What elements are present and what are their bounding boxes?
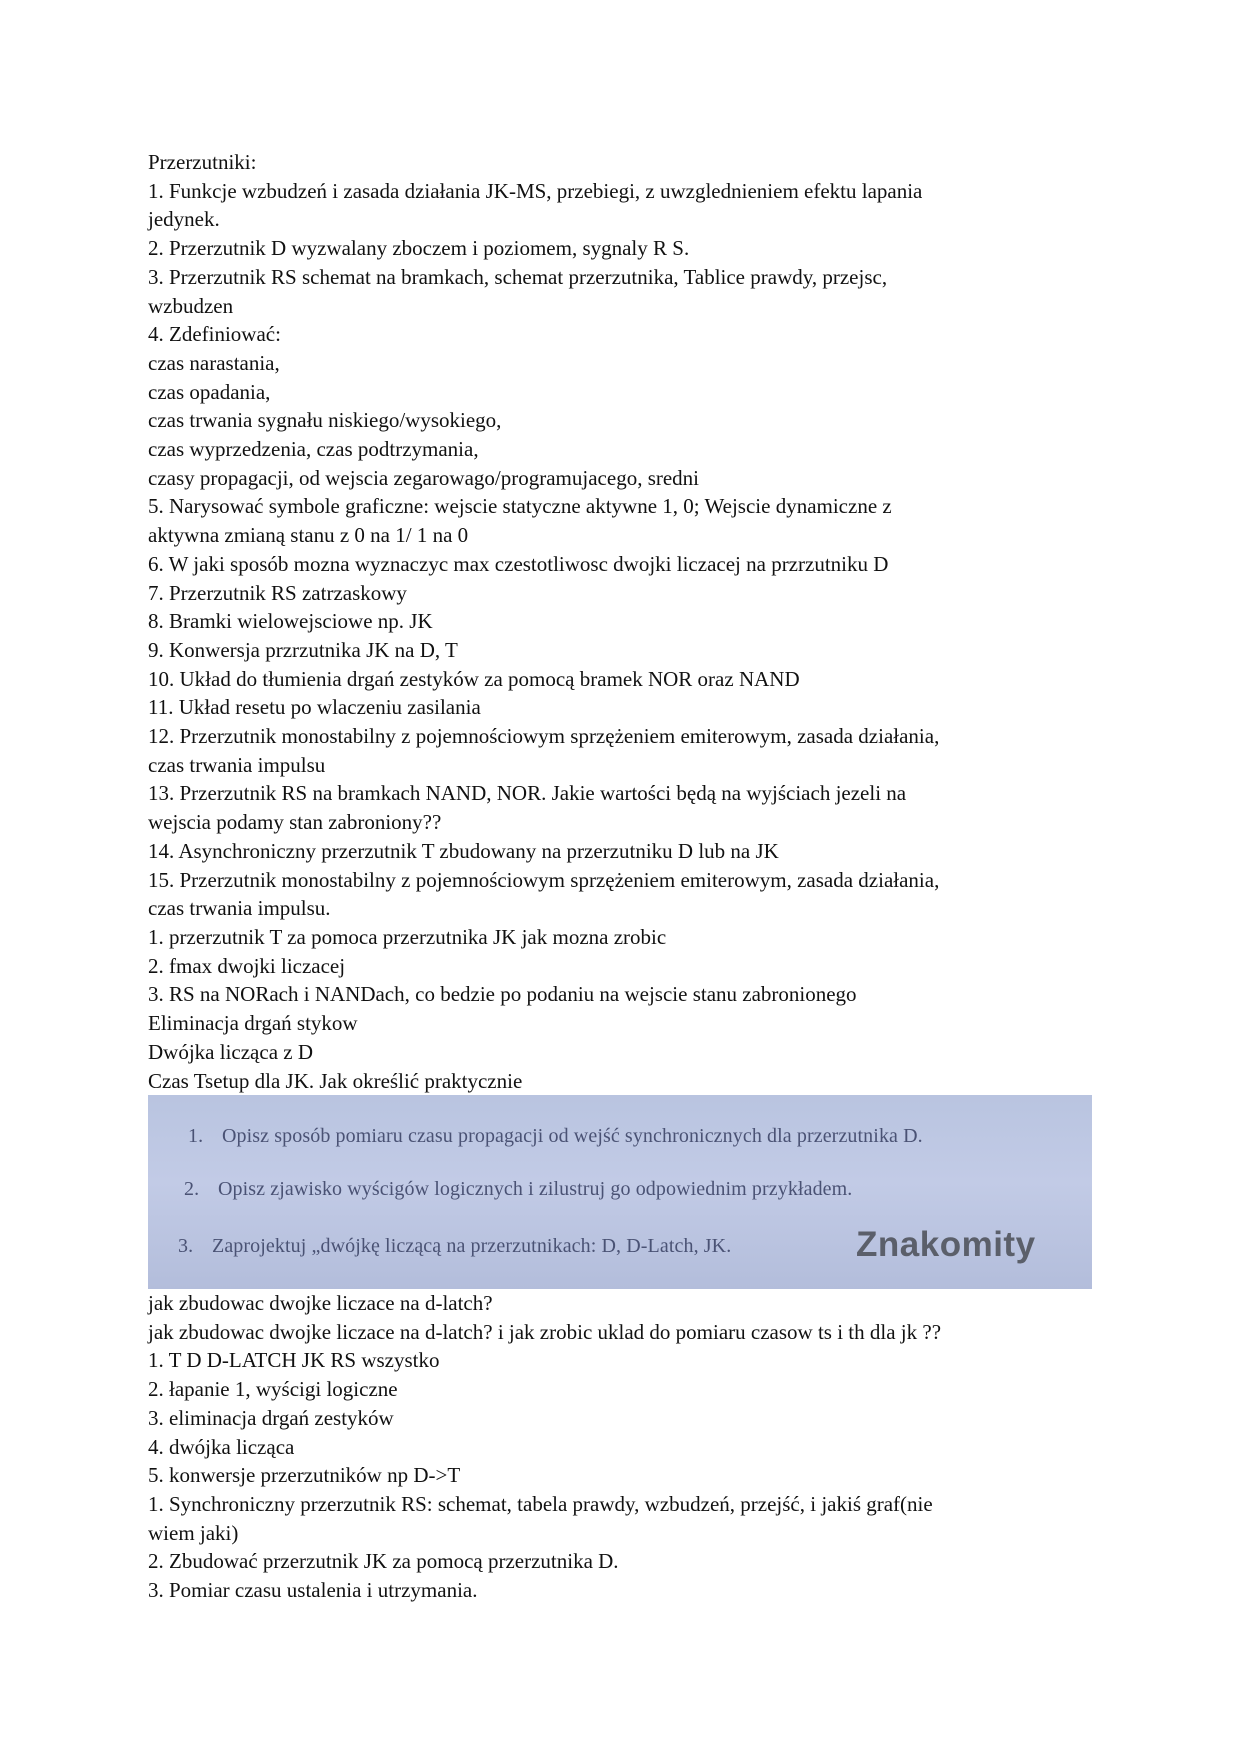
text-line: 4. dwójka licząca (148, 1434, 295, 1459)
text-line: czas wyprzedzenia, czas podtrzymania, (148, 437, 479, 462)
text-line: 12. Przerzutnik monostabilny z pojemnościowym sprzężeniem emiterowym, zasada działania, (148, 724, 940, 749)
text-line: 3. Przerzutnik RS schemat na bramkach, schemat przerzutnika, Tablice prawdy, przejsc, (148, 264, 888, 289)
text-line: jak zbudowac dwojke liczace na d-latch? (148, 1291, 493, 1315)
document-text-bottom (148, 1289, 1098, 1605)
text-line: 5. konwersje przerzutników np D->T (148, 1463, 461, 1488)
photo-list-item (178, 1235, 731, 1258)
text-line: Dwójka licząca z D (148, 1039, 313, 1064)
text-line: czas trwania sygnału niskiego/wysokiego, (148, 408, 502, 433)
photo-item-number: 3. (178, 1235, 194, 1257)
photo-list-item (184, 1178, 852, 1201)
text-line: 1. Synchroniczny przerzutnik RS: schemat, tabela prawdy, wzbudzeń, przejść, i jakiś graf(nie (148, 1491, 933, 1516)
text-line: jak zbudowac dwojke liczace na d-latch? i jak zrobic uklad do pomiaru czasow ts i th dla jk ?? (148, 1319, 942, 1344)
text-line: czas trwania impulsu. (148, 896, 331, 921)
text-line: Czas Tsetup dla JK. Jak określić praktycznie (148, 1068, 523, 1093)
text-line: czasy propagacji, od wejscia zegarowago/programujacego, sredni (148, 465, 700, 490)
text-line: 6. W jaki sposób mozna wyznaczyc max czestotliwosc dwojki liczacej na przrzutniku D (148, 551, 889, 576)
text-line: czas trwania impulsu (148, 752, 326, 777)
text-line: 15. Przerzutnik monostabilny z pojemnościowym sprzężeniem emiterowym, zasada działania, (148, 867, 940, 892)
text-line: 11. Układ resetu po wlaczeniu zasilania (148, 695, 481, 720)
text-line: 14. Asynchroniczny przerzutnik T zbudowany na przerzutniku D lub na JK (148, 838, 779, 863)
photo-item-number: 2. (184, 1178, 200, 1200)
text-line: wzbudzen (148, 293, 234, 318)
text-line: 2. Przerzutnik D wyzwalany zboczem i poziomem, sygnaly R S. (148, 236, 690, 261)
text-line: 9. Konwersja przrzutnika JK na D, T (148, 637, 458, 662)
photo-item-text: Opisz zjawisko wyścigów logicznych i zilustruj go odpowiednim przykładem. (218, 1178, 853, 1200)
text-line: 2. łapanie 1, wyścigi logiczne (148, 1377, 398, 1402)
text-line: 2. fmax dwojki liczacej (148, 953, 346, 978)
text-line: Przerzutniki: (148, 150, 257, 174)
text-line: 8. Bramki wielowejsciowe np. JK (148, 609, 433, 634)
text-line: jedynek. (148, 207, 220, 232)
text-line: 1. T D D-LATCH JK RS wszystko (148, 1348, 440, 1373)
text-line: 7. Przerzutnik RS zatrzaskowy (148, 580, 407, 605)
document-text-top (148, 148, 1098, 1095)
text-line: czas opadania, (148, 379, 271, 404)
text-line: Eliminacja drgań stykow (148, 1011, 358, 1036)
text-line: 4. Zdefiniować: (148, 322, 281, 347)
text-line: 13. Przerzutnik RS na bramkach NAND, NOR. Jakie wartości będą na wyjściach jezeli na (148, 781, 907, 806)
photo-item-number: 1. (188, 1125, 204, 1147)
embedded-photo (148, 1095, 1092, 1289)
text-line: 3. RS na NORach i NANDach, co bedzie po podaniu na wejscie stanu zabronionego (148, 982, 857, 1007)
text-line: 2. Zbudować przerzutnik JK za pomocą przerzutnika D. (148, 1549, 619, 1574)
text-line: 1. Funkcje wzbudzeń i zasada działania JK-MS, przebiegi, z uwzglednieniem efektu lapania (148, 178, 923, 203)
photo-item-text: Zaprojektuj „dwójkę liczącą na przerzutnikach: D, D-Latch, JK. (212, 1235, 732, 1257)
text-line: wejscia podamy stan zabroniony?? (148, 810, 442, 835)
photo-list-item (188, 1125, 923, 1148)
text-line: 3. eliminacja drgań zestyków (148, 1405, 394, 1430)
text-line: czas narastania, (148, 350, 280, 375)
text-line: aktywna zmianą stanu z 0 na 1/ 1 na 0 (148, 523, 469, 548)
text-line: 5. Narysować symbole graficzne: wejscie statyczne aktywne 1, 0; Wejscie dynamiczne z (148, 494, 892, 519)
text-line: 3. Pomiar czasu ustalenia i utrzymania. (148, 1578, 478, 1603)
text-line: wiem jaki) (148, 1520, 239, 1545)
text-line: 1. przerzutnik T za pomoca przerzutnika JK jak mozna zrobic (148, 924, 667, 949)
text-line: 10. Układ do tłumienia drgań zestyków za pomocą bramek NOR oraz NAND (148, 666, 800, 691)
photo-item-text: Opisz sposób pomiaru czasu propagacji od wejść synchronicznych dla przerzutnika D. (222, 1125, 923, 1147)
watermark-logo: Znakomity (856, 1225, 1036, 1264)
